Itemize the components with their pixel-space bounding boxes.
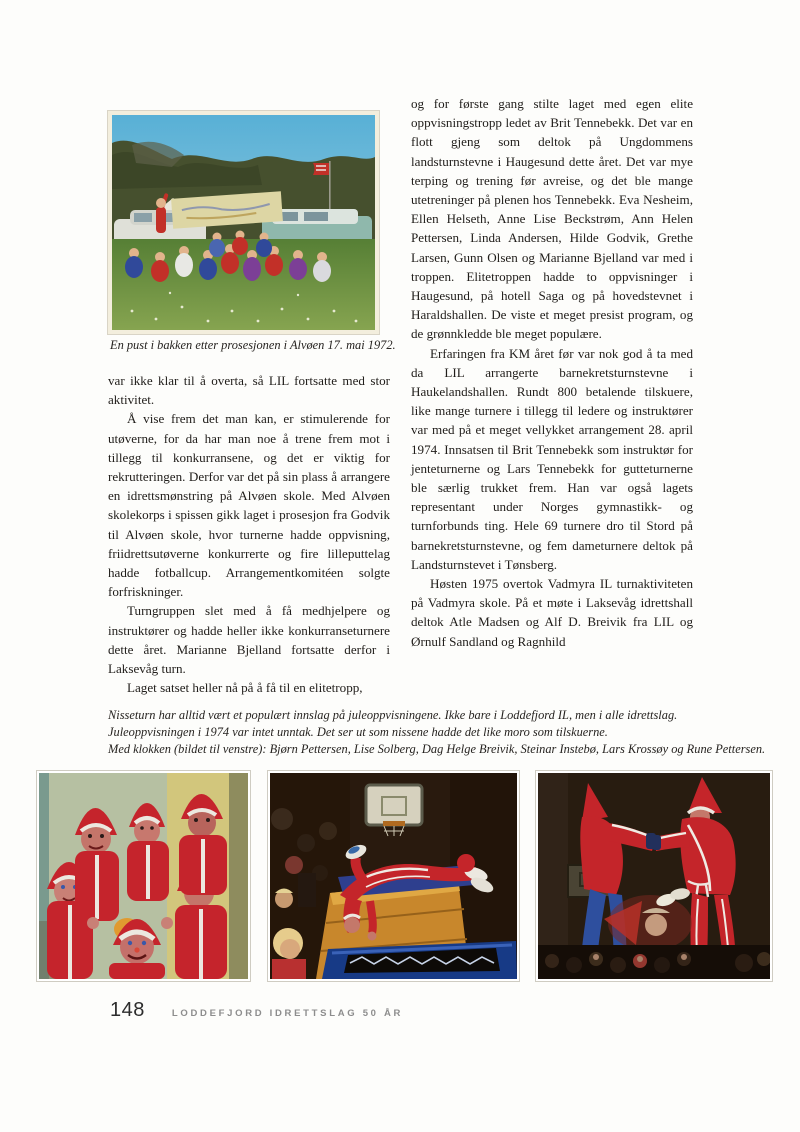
page-number: 148 bbox=[110, 999, 145, 1021]
text-column-left bbox=[108, 371, 390, 697]
book-title: LODDEFJORD IDRETTSLAG 50 ÅR bbox=[171, 1008, 404, 1019]
page-footer bbox=[110, 999, 403, 1022]
bottom-photos-caption bbox=[108, 707, 766, 759]
paragraph: Erfaringen fra KM året før var nok god å ta med da LIL arrangerte barnekretsturnstevne i Haukelandshallen. Rundt 800 betalende tilskuere, like mange turnere i tillegg til ledere og instruktører var med på et meget vellykket arrangement 28. april 1974. Innsatsen til Brit Tennebekk som instruktør for jenteturnerne og Lars Tennebekk for gutteturnerne ble særlig trukket frem. Han var også lagets representant under Norges gymnastikk- og turnforbunds ting. Hele 69 turnere dro til Stord på barnekretsturnstevne, og fem dameturnere deltok på Landsturnstevet i Tønsberg. bbox=[411, 345, 693, 572]
santa-arch-photo-frame bbox=[535, 770, 773, 982]
santa-arch-photo-image bbox=[538, 773, 770, 979]
paragraph: Å vise frem det man kan, er stimulerende for utøverne, for da har man noe å trene frem mot i tillegg til konkurransene, og det er viktig for rekrutteringen. Derfor var det på sin plass å arrangere en idrettsmønstring på Alvøen skole. Med Alvøen skolekorps i spissen gikk laget i prosesjon fra Godvik til Alvøen skole, hvor turnerne hadde oppvisning, friidrettsutøverne konkurrerte og fire lilleputtelag hadde fotballcup. Arrangementkomitéen solgte forfriskninger. bbox=[108, 411, 390, 600]
top-photo-caption: En pust i bakken etter prosesjonen i Alvøen 17. mai 1972. bbox=[110, 338, 396, 352]
paragraph: var ikke klar til å overta, så LIL fortsatte med stor aktivitet. bbox=[108, 373, 390, 408]
caption-line: Nisseturn har alltid vært et populært innslag på juleoppvisningene. Ikke bare i Loddefjord IL, men i alle idrettslag. bbox=[108, 708, 678, 722]
top-photo-image bbox=[112, 115, 375, 330]
santa-vault-photo-frame bbox=[267, 770, 520, 982]
caption-line: Juleoppvisningen i 1974 var intet unntak. Det ser ut som nissene hadde det like moro som tilskuerne. bbox=[108, 725, 608, 740]
top-photo-frame bbox=[107, 110, 380, 335]
santa-vault-photo-image bbox=[270, 773, 517, 979]
caption-line: Med klokken (bildet til venstre): Bjørn Pettersen, Lise Solberg, Dag Helge Breivik, Steinar Instebø, Lars Krossøy og Rune Pettersen. bbox=[108, 742, 766, 757]
santa-group-photo-frame bbox=[36, 770, 251, 982]
paragraph: Høsten 1975 overtok Vadmyra IL turnaktiviteten på Vadmyra skole. På et møte i Laksevåg idrettshall deltok Atle Madsen og Alf D. Breivik fra LIL og Ørnulf Sandland og Ragnhild bbox=[411, 576, 693, 649]
santa-group-photo-image bbox=[39, 773, 248, 979]
text-column-right bbox=[411, 94, 693, 651]
paragraph: og for første gang stilte laget med egen elite oppvisningstropp ledet av Brit Tennebekk. Det var en flott gjeng som deltok på Ungdommens landsturnstevne i Haugesund dette året. Det var mye terping og trening før avreise, og det ble mange utetreninger på plenen hos Tennebekk. Eva Nesheim, Ellen Helseth, Anne Lise Beckstrøm, Ann Helen Pettersen, Linda Andersen, Hilde Godvik, Grethe Larsen, Gunn Olsen og Marianne Bjelland var med i troppen. Elitetroppen hadde to oppvisninger i Haugesund, på hotell Saga og på hovedstevnet i Haraldshallen. De viste et meget presist program, og de grønnkledde ble meget populære. bbox=[411, 96, 693, 342]
paragraph: Laget satset heller nå på å få til en elitetropp, bbox=[126, 680, 363, 696]
paragraph: Turngruppen slet med å få medhjelpere og instruktører og hadde heller ikke konkurranseturnere dette året. Marianne Bjelland fortsatte derfor i Laksevåg turn. bbox=[108, 603, 390, 677]
